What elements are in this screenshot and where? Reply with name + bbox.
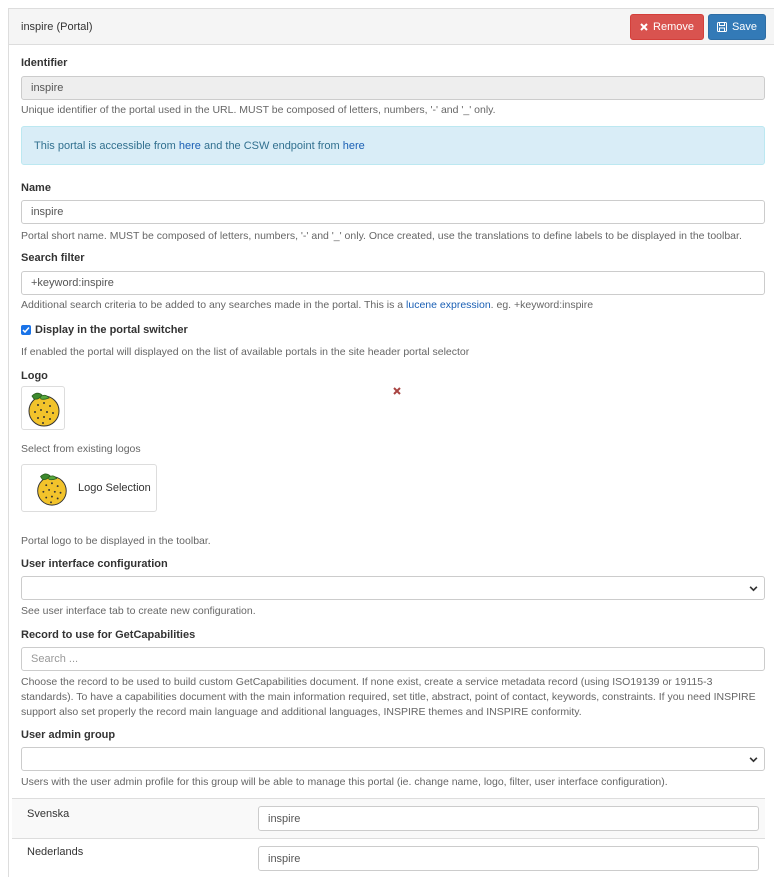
translation-row [12, 838, 765, 876]
getcap-label: Record to use for GetCapabilities [21, 629, 196, 641]
remove-label: Remove [653, 21, 694, 33]
identifier-input [21, 76, 765, 100]
search-filter-help-2: . eg. +keyword:inspire [490, 299, 594, 311]
search-filter-help-1: Additional search criteria to be added to any searches made in the portal. This is a [21, 299, 407, 311]
logo-help: Portal logo to be displayed in the toolbar. [21, 535, 211, 547]
identifier-value: inspire [31, 82, 64, 94]
close-icon [640, 23, 648, 31]
logo-selection-label: Logo Selection [78, 482, 151, 494]
portal-switcher-row [21, 324, 188, 336]
translation-row [12, 798, 765, 838]
identifier-help: Unique identifier of the portal used in the URL. MUST be composed of letters, numbers, '-' and '_' only. [21, 104, 496, 116]
portal-switcher-label: Display in the portal switcher [35, 324, 188, 336]
save-label: Save [731, 21, 758, 33]
logo-image [22, 387, 64, 429]
search-filter-value: +keyword:inspire [31, 277, 114, 289]
save-button[interactable] [708, 14, 766, 40]
name-label: Name [21, 182, 51, 194]
alert-text-1: This portal is accessible from [34, 139, 179, 152]
info-alert [21, 126, 765, 165]
admin-group-label: User admin group [21, 729, 116, 741]
chevron-down-icon [749, 755, 758, 764]
remove-button[interactable] [630, 14, 704, 40]
panel-title: inspire (Portal) [21, 21, 93, 33]
getcap-search-input[interactable] [21, 647, 765, 671]
ui-config-select[interactable] [21, 576, 765, 600]
translation-input[interactable] [258, 846, 759, 871]
getcap-help-line-2: standards). To have a capabilities document with the main information required, set title, abstract, point of contact, keywords, constraints. If you need INSPIRE [21, 691, 756, 703]
translation-value: inspire [268, 852, 301, 865]
logo-selection-image [31, 467, 71, 509]
translation-value: inspire [268, 812, 301, 825]
select-existing-logos-text: Select from existing logos [21, 443, 141, 455]
admin-group-select[interactable] [21, 747, 765, 771]
translation-language: Svenska [27, 808, 70, 820]
translation-language: Nederlands [27, 846, 84, 858]
identifier-label: Identifier [21, 57, 68, 69]
panel-header [9, 9, 774, 45]
csw-here-link[interactable]: here [342, 139, 365, 152]
getcap-help-line-1: Choose the record to be used to build custom GetCapabilities document. If none exist, create a service metadata record (using ISO19139 or 19115-3 [21, 676, 713, 688]
name-value: inspire [31, 206, 64, 218]
name-input[interactable] [21, 200, 765, 224]
ui-config-label: User interface configuration [21, 558, 168, 570]
getcap-help-line-3: support also set properly the record main language and additional languages, INSPIRE themes and INSPIRE conformity. [21, 706, 582, 718]
translation-input[interactable] [258, 806, 759, 831]
floppy-disk-icon [717, 22, 727, 32]
alert-text-2: and the CSW endpoint from [200, 139, 343, 152]
portal-switcher-help: If enabled the portal will displayed on the list of available portals in the site header portal selector [21, 346, 470, 358]
portal-switcher-checkbox[interactable] [21, 325, 31, 335]
portal-here-link[interactable]: here [178, 139, 201, 152]
logo-selection-button[interactable] [21, 464, 157, 512]
chevron-down-icon [749, 584, 758, 593]
search-filter-input[interactable] [21, 271, 765, 295]
lucene-expression-link[interactable]: lucene expression [406, 299, 491, 311]
search-filter-help [21, 298, 593, 313]
admin-group-help: Users with the user admin profile for this group will be able to manage this portal (ie. change name, logo, filter, user interface configuration). [21, 776, 668, 788]
ui-config-help: See user interface tab to create new configuration. [21, 605, 256, 617]
logo-label: Logo [21, 370, 48, 382]
name-help: Portal short name. MUST be composed of letters, numbers, '-' and '_' only. Once created, use the translations to define labels to be displayed in the toolbar. [21, 230, 742, 242]
current-logo-thumbnail [21, 386, 65, 430]
checkmark-icon [22, 326, 30, 334]
search-filter-label: Search filter [21, 252, 85, 264]
getcap-help [21, 675, 766, 720]
remove-logo-icon[interactable] [393, 386, 401, 398]
getcap-placeholder: Search ... [31, 653, 79, 665]
